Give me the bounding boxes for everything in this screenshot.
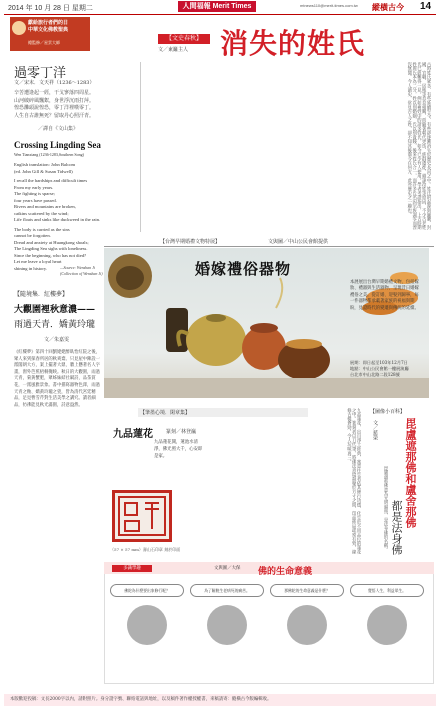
poem-byline: 文／宋末．文天祥（1236～1283） — [14, 80, 95, 86]
newspaper-logo: 人間福報 Merit Times — [178, 1, 256, 12]
buddha-figure-icon — [287, 605, 327, 645]
lotus-title: 九品蓮花 — [113, 429, 153, 440]
right-article-tag: 【圖像小百科】 — [370, 409, 406, 415]
buddha-figure-icon — [367, 605, 407, 645]
exhibit-byline: 文與圖／中山公民會館提供 — [268, 239, 329, 245]
english-poem-title: Crossing Lingding Sea — [14, 140, 101, 150]
lotus-byline: 篆刻／林登瀛 — [166, 429, 197, 435]
exhibit-dates: 展期：即日起至103年12月7日 — [350, 360, 408, 365]
english-line: The Lingding Sea sighs with loneliness. — [14, 246, 88, 251]
exhibit-address: 台北市中山北路二段128號 — [350, 372, 400, 377]
english-line: four years have passed. — [14, 197, 57, 203]
poem-line: 辛苦遭逢起一經，干戈寥落四周星。 — [14, 90, 95, 96]
right-article-headline: 毘盧遮那佛和盧舍那佛 — [404, 418, 417, 528]
lead-kicker: 【文史春秋】 — [158, 34, 210, 44]
poem-line: 山河破碎風飄絮，身世浮沉雨打萍。 — [14, 97, 95, 104]
comic-byline: 文與圖／大保 — [214, 566, 241, 571]
comic-panel — [110, 580, 184, 680]
masthead-rule — [4, 14, 436, 15]
seal-stamp-image — [112, 490, 172, 542]
english-author: Wen Tianxiang (1236-1283,Southern Song) — [14, 152, 84, 157]
lotus-article-body: 九品蓮花，出自淨土經典，寓意往生者依其修行功德，化生於不同品位的蓮花之中。篆刻者以刀代筆，將佛法意境凝聚於方寸之間，印面佈局疏密有致，線條古樸蒼勁，令人玩味再三。 — [346, 408, 361, 555]
english-line: cannot be forgotten. — [14, 233, 51, 238]
english-line: Let me leave a loyal heart — [14, 259, 62, 264]
english-line: catkins scattered by the wind; — [14, 210, 69, 216]
english-translator: English translation: John Balcom — [14, 162, 76, 167]
speech-bubble: 那佛陀的生命意義是什麼？ — [270, 584, 344, 597]
lead-byline: 文／東籬主人 — [158, 47, 189, 53]
buddha-figure-icon — [127, 605, 167, 645]
english-poem-byline — [14, 152, 134, 158]
english-line: Rivers and mountains are broken, — [14, 204, 76, 209]
right-article-byline: 文／慈榮 — [372, 420, 378, 440]
english-line: Dread and anxiety at Huangkong shoals; — [14, 239, 89, 245]
english-line: Since the beginning, who has not died? — [14, 252, 87, 258]
speech-bubble: 佛陀為什麼要出家修行呢？ — [110, 584, 184, 597]
exhibit-header: 【台灣早期婚禮文物特展】 — [160, 239, 221, 245]
ad-line-2: 中華文化佛教聖典 — [28, 27, 69, 33]
ad-logo-icon — [12, 21, 26, 35]
english-collection: (Collection of Wenshan Ji) — [60, 271, 103, 276]
section-name: 縱橫古今 — [372, 3, 404, 12]
english-credit-line: —Source: Wenshan Ji — [60, 265, 96, 270]
right-article-body: 毘盧遮那佛意為光明遍照，是法身佛的名稱。 — [383, 466, 388, 552]
column-body: 《紅樓夢》第四十回劉姥姥醉臥怡紅院之後，眾人來到探春所居的秋爽齋。只見屋中陳設一派闊朗大方，案上擺著大鼎，牆上懸著名人字畫，窗外芭蕉梧桐掩映。秋日的大觀園，雨過天青，菊黃蟹肥，眾姊妹結社賦詩，品茶賞花，一派風雅景象。書中描寫器物色澤，雨過天青之釉、嬌黃玲瓏之瓷，皆為清代宮廷精品，足見曹雪芹對生活美學之講究。讀者細品，彷彿能見秋光滿園，詩意盎然。 — [14, 350, 100, 408]
column-subheadline: 雨過天青．嬌黃玲瓏 — [14, 320, 96, 330]
column-tag: 【隨境集．紅樓夢】 — [14, 291, 69, 298]
buddha-figure-icon — [207, 605, 247, 645]
exhibit-caption: 本展展出台灣早期婚禮文物，包括嫁妝、禮器與生活器物，呈現昔日婚嫁禮俗之美。從訂婚、迎娶到歸寧，每一件器物都承載著家族的祝福與期盼，見證時代的變遷與傳統的延續。 — [350, 280, 419, 311]
exhibit-venue: 地點：中山公民會館一樓展演廳 — [350, 366, 409, 371]
footer-text: 本版歡迎投稿：文長2000字以內，請附照片。身分證字號、聯絡電話與地址，以及稿件著作權授權書，來稿請寄：縱橫古今版編輯收。 — [10, 697, 272, 702]
english-line: The body is carried as the sins — [14, 226, 70, 232]
contact-email: mtnews110@merit-times.com.tw — [300, 3, 358, 8]
speech-bubble: 覺悟人生，利益眾生。 — [350, 584, 424, 597]
english-line: shining in history. — [14, 265, 48, 271]
comic-panel — [190, 580, 264, 680]
lead-headline: 消失的姓氏 — [220, 27, 366, 60]
english-source: (ed. John Gill & Susan Tidwell) — [14, 168, 73, 174]
poem-body — [14, 90, 114, 120]
column-headline: 大觀園裡秋意濃—— — [14, 305, 96, 315]
exhibit-info — [350, 360, 428, 378]
issue-date: 2014 年 10 月 28 日 星期二 — [8, 5, 93, 12]
right-article-subhead: 都是法身佛 — [390, 500, 403, 555]
column-byline: 文／朱嘉雯 — [44, 337, 70, 343]
english-line: The fighting is sparse; — [14, 191, 55, 196]
poem-title: 過零丁洋 — [14, 66, 67, 81]
lotus-poem: 九品蓮花開，蓮池水清淨，佛光照大千，心安即是家。 — [154, 440, 203, 459]
english-line: I recall the hardships and difficult times — [14, 178, 88, 183]
comic-panel — [350, 580, 424, 680]
exhibit-title: 婚嫁禮俗器物 — [195, 260, 292, 278]
page-number: 14 — [420, 1, 432, 12]
ad-line-1: 獻給旅行者們的日 — [28, 20, 69, 26]
english-line: From my early years. — [14, 184, 54, 190]
english-line: Life floats and sinks like duckweed in the rain. — [14, 217, 101, 222]
poem-line: 人生自古誰無死？留取丹心照汗青。 — [14, 112, 95, 119]
ad-text — [28, 20, 88, 34]
speech-bubble: 為了解脫生老病死的痛苦。 — [190, 584, 264, 597]
poem-line: 惶恐灘頭說惶恐，零丁洋裡嘆零丁。 — [14, 105, 95, 112]
seal-caption: （57 × 57 mm）壽山石印章 刻於印面 — [110, 547, 181, 552]
ad-line-3: 總監修／星雲大師 — [28, 40, 60, 45]
comic-tag: 多識學趣 — [112, 565, 152, 572]
poem-source: ／譯自《文山集》 — [38, 126, 79, 132]
seal-icon — [115, 493, 169, 539]
comic-title: 佛的生命意義 — [258, 567, 313, 577]
lotus-tag: 【筆墨心境．閑章集】 — [140, 410, 191, 416]
comic-panel — [270, 580, 344, 680]
lead-article-body: 古時姓氏眾多，有些延續至今，有些卻逐漸消失於歷史長河之中。姓氏的起源與圖騰、封國、官職、居地等息息相關，而隨著朝代更迭、族群遷徙、避諱改姓等原因，不少古老姓氏已經難得一見。例如複姓中的諸多姓氏，如今已少有人使用。學者考證指出，上古時期姓與氏本為二分，姓以別婚姻，氏以別貴賤，後來姓氏合一，而許多氏名因宗族凋零而湮沒無聞。今人讀史，常見古人之姓，卻不知其後裔今在何方，此亦歷史之一趣也。 — [406, 62, 431, 230]
